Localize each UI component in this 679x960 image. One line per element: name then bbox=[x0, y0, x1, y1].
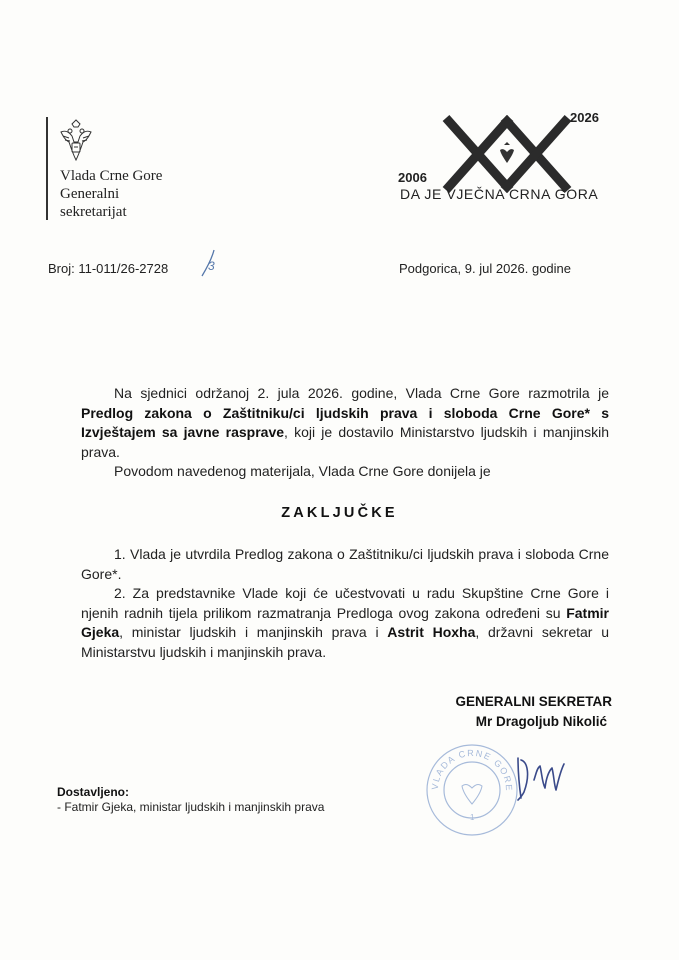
logo-motto: DA JE VJEČNA CRNA GORA bbox=[400, 186, 599, 202]
handwritten-suffix: 3 bbox=[208, 259, 215, 273]
logo-year-left: 2006 bbox=[398, 170, 427, 185]
official-stamp-icon bbox=[424, 742, 520, 838]
stamp-number: 1 bbox=[470, 813, 475, 822]
org-line: Generalni bbox=[60, 186, 120, 202]
place-date: Podgorica, 9. jul 2026. godine bbox=[399, 261, 572, 276]
org-line: Vlada Crne Gore bbox=[60, 168, 163, 184]
signatory-name: Mr Dragoljub Nikolić bbox=[475, 714, 607, 729]
reference-number: Broj: 11-011/26-2728 bbox=[48, 261, 169, 276]
stamp-text: VLADA CRNE GORE bbox=[429, 747, 515, 793]
conclusion-1: 1. Vlada je utvrdila Predlog zakona o Zaštitniku/ci ljudskih prava i sloboda Crne Gore*. bbox=[81, 546, 609, 582]
intro-paragraph: Na sjednici održanoj 2. jula 2026. godine, Vlada Crne Gore razmotrila je Predlog zakona o Zaštitniku/ci ljudskih prava i sloboda Crne Gore* s Izvještajem sa javne rasprave, koji je dostavilo Ministarstvo ljudskih i manjinskih prava. bbox=[81, 385, 609, 460]
distribution-heading: Dostavljeno: bbox=[57, 785, 130, 799]
conclusion-2: 2. Za predstavnike Vlade koji će učestvovati u radu Skupštine Crne Gore i njenih radnih tijela prilikom razmatranja Predloga ovog zakona određeni su Fatmir Gjeka, ministar ljudskih i manjinskih prava i Astrit Hoxha, državni sekretar u Ministarstvu ljudskih i manjinskih prava. bbox=[81, 585, 609, 660]
distribution-item: - Fatmir Gjeka, ministar ljudskih i manjinskih prava bbox=[57, 800, 325, 814]
conclusions-heading: ZAKLJUČKE bbox=[281, 505, 398, 521]
logo-year-right: 2026 bbox=[570, 110, 599, 125]
header-divider bbox=[46, 117, 48, 220]
coat-of-arms-icon bbox=[57, 118, 95, 164]
org-line: sekretarijat bbox=[60, 204, 127, 220]
handwritten-signature-icon bbox=[512, 750, 574, 814]
signatory-title: GENERALNI SEKRETAR bbox=[455, 694, 612, 709]
xx-anniversary-logo bbox=[440, 114, 580, 194]
decision-intro: Povodom navedenog materijala, Vlada Crne Gore donijela je bbox=[114, 463, 491, 479]
svg-text:VLADA CRNE GORE bbox=[430, 748, 514, 792]
